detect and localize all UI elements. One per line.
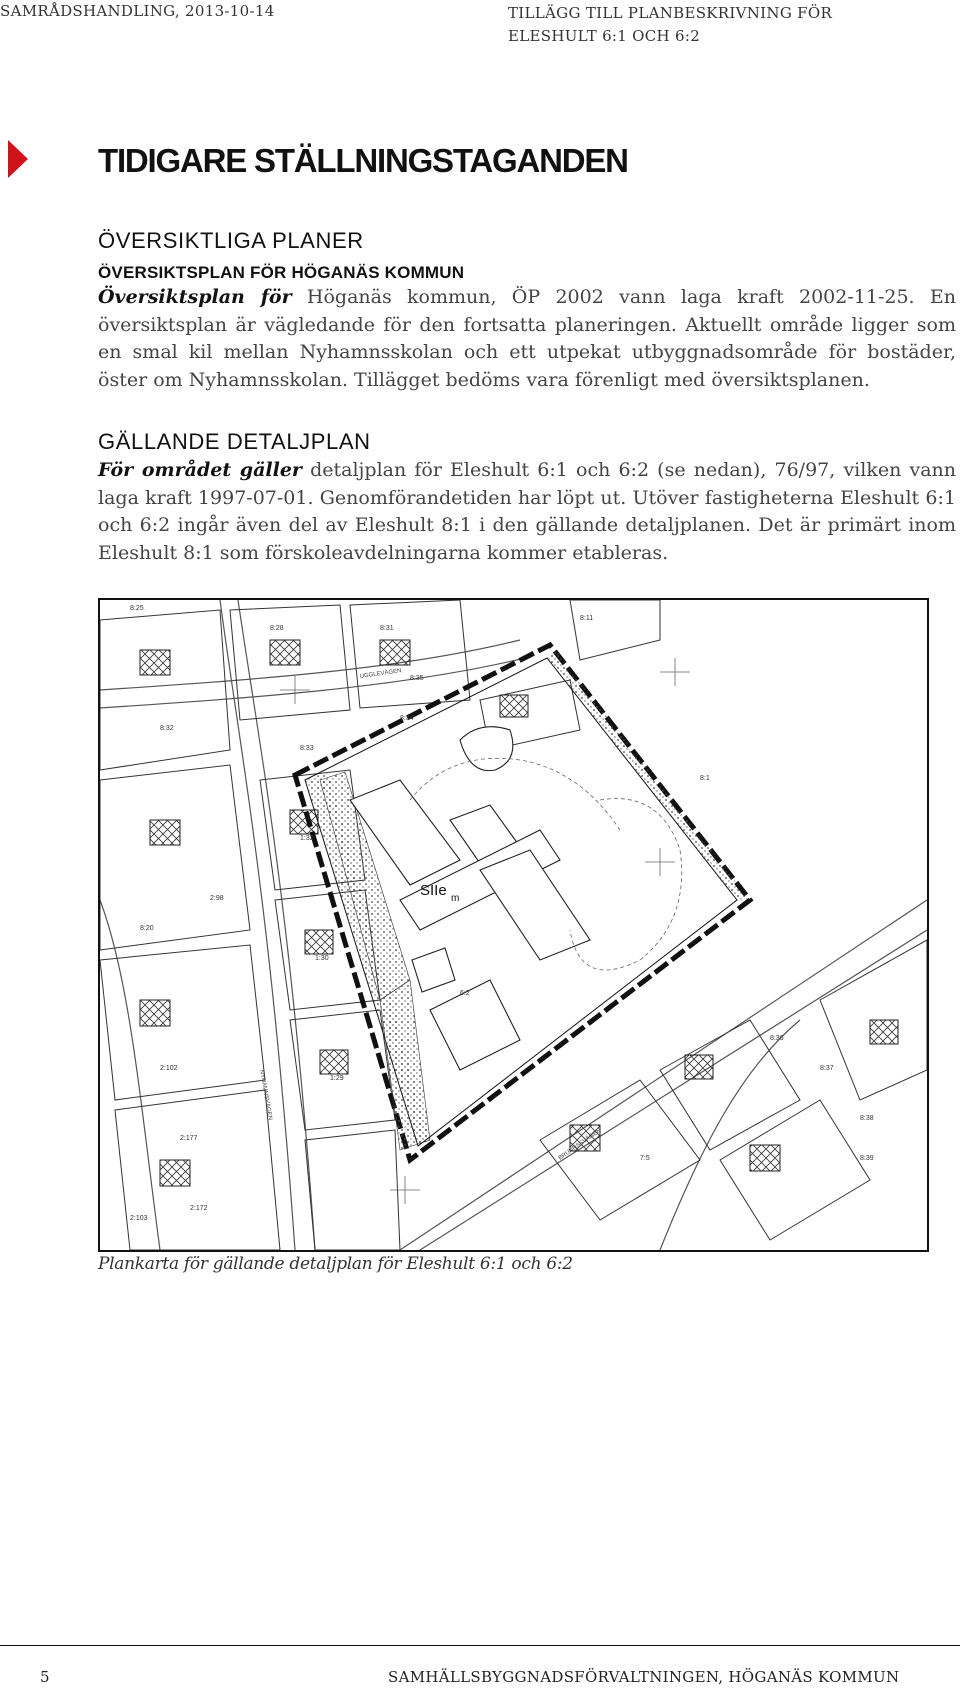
paragraph-oversiktsplan [98,284,956,394]
parcel-label: 2:172 [190,1205,208,1212]
parcel-label: 6:2 [460,990,470,997]
parcel-label: 8:35 [410,675,424,682]
header-document-title [508,2,948,48]
road-label: UGGLEVÄGEN [359,668,402,680]
map-zone-label: SIIe [420,882,447,899]
footer-divider [0,1645,960,1646]
page-number: 5 [40,1668,50,1686]
parcel-label: 2:177 [180,1135,198,1142]
plan-map-image [100,600,927,1250]
road-label: BRUNNSSVÄGEN [557,1127,603,1162]
parcel-label: 8:33 [300,745,314,752]
parcel-label: 1:30 [315,955,329,962]
page-title: TIDIGARE STÄLLNINGSTAGANDEN [98,142,628,179]
header-document-status: SAMRÅDSHANDLING, 2013-10-14 [0,2,275,20]
parcel-label: 8:39 [860,1155,874,1162]
parcel-label: 8:28 [270,625,284,632]
parcel-label: 8:1 [700,775,710,782]
paragraph-detaljplan [98,457,956,567]
header-title-line-2: ELESHULT 6:1 OCH 6:2 [508,27,701,45]
parcel-label: 8:32 [160,725,174,732]
parcel-label: 8:20 [140,925,154,932]
parcel-label: 1:32 [300,835,314,842]
heading-oversiktliga-planer: ÖVERSIKTLIGA PLANER [98,228,364,253]
parcel-label: 8:37 [820,1065,834,1072]
parcel-label: 8:25 [130,605,144,612]
parcel-label: 2:98 [210,895,224,902]
parcel-label: 2:103 [130,1215,148,1222]
plan-map-figure [98,598,929,1252]
parcel-label: 1:29 [330,1075,344,1082]
figure-caption: Plankarta för gällande detaljplan för Eleshult 6:1 och 6:2 [98,1254,573,1274]
paragraph-body-detaljplan: detaljplan för Eleshult 6:1 och 6:2 (se nedan), 76/97, vilken vann laga kraft 1997-07-01. Genomförandetiden har löpt ut. Utöver fastigheterna Eleshult 6:1 och 6:2 ingår även del av Eleshult 8:1 i den gällande detaljplanen. Det är primärt inom Eleshult 8:1 som förskoleavdelningarna kommer etableras. [98,459,956,564]
road-label: NYHAMNSVÄGEN [258,1069,273,1121]
paragraph-lead-oversiktsplan: Översiktsplan för [98,286,292,308]
parcel-label: 2:102 [160,1065,178,1072]
header-title-line-1: TILLÄGG TILL PLANBESKRIVNING FÖR [508,4,833,22]
parcel-label: 8:31 [380,625,394,632]
paragraph-lead-detaljplan: För området gäller [98,459,302,481]
parcel-label: 8:34 [400,715,414,722]
parcel-label: 8:36 [770,1035,784,1042]
parcel-label: 7:5 [640,1155,650,1162]
heading-gallande-detaljplan: GÄLLANDE DETALJPLAN [98,429,371,454]
map-zone-sub-label: m [451,893,460,904]
parcel-label: 8:38 [860,1115,874,1122]
footer-organization: SAMHÄLLSBYGGNADSFÖRVALTNINGEN, HÖGANÄS KOMMUN [388,1668,900,1686]
subheading-oversiktsplan: ÖVERSIKTSPLAN FÖR HÖGANÄS KOMMUN [98,263,465,282]
paragraph-body-oversiktsplan: Höganäs kommun, ÖP 2002 vann laga kraft 2002-11-25. En översiktsplan är vägledande för den fortsatta planeringen. Aktuellt område ligger som en smal kil mellan Nyhamnsskolan och ett utpekat utbyggnadsområde för bostäder, öster om Nyhamnsskolan. Tillägget bedöms vara förenligt med översiktsplanen. [98,286,956,391]
section-marker-icon [8,140,28,178]
parcel-label: 8:11 [580,615,594,622]
